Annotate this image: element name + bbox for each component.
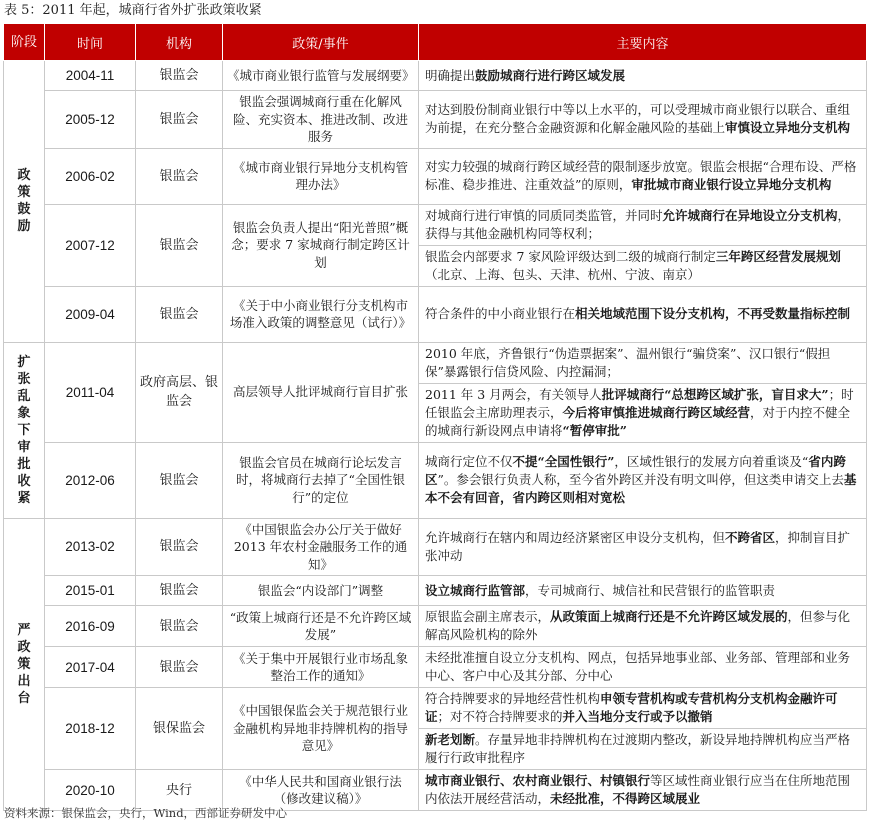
emphasis-text: 基本不会有回音，省内跨区则相对宽松 [425, 472, 857, 505]
content-cell [419, 245, 867, 286]
content-text: ，区域性银行的发展方向着重谈及“ [614, 454, 809, 469]
content-text: ；时任银监会主席助理表示， [425, 386, 854, 420]
content-cell [419, 729, 867, 770]
content-text: ，获得与其他金融机构同等权利； [425, 207, 851, 241]
content-text: 明确提出 [425, 67, 476, 83]
time-cell: 2017-04 [45, 647, 136, 688]
emphasis-text: 申领专营机构或专营机构分支机构金融许可证 [425, 691, 838, 724]
content-text: 对达到股份制商业银行中等以上水平的，可以受理城市商业银行以联合、重组为前提，在充分整合金融资源和化解金融风险的基础上 [425, 102, 851, 136]
emphasis-text: 不提“全国性银行” [512, 454, 615, 469]
policy-cell: 高层领导人批评城商行盲目扩张 [223, 342, 419, 442]
time-cell: 2013-02 [45, 518, 136, 576]
emphasis-text: 审批城市商业银行设立异地分支机构 [631, 177, 832, 192]
org-cell: 政府高层、银监会 [136, 342, 223, 442]
org-cell: 银监会 [136, 647, 223, 688]
table-row [4, 91, 867, 149]
policy-cell: 《城市商业银行监管与发展纲要》 [223, 61, 419, 91]
header-content: 主要内容 [419, 24, 867, 61]
policy-cell: 《中国银监会办公厅关于做好 2013 年农村金融服务工作的通知》 [223, 518, 419, 576]
content-cell [419, 61, 867, 91]
content-text: 2010 年底，齐鲁银行“伪造票据案”、温州银行“骗贷案”、汉口银行“假担保”暴露银行信贷风险、内控漏洞； [425, 345, 831, 379]
emphasis-text: 三年跨区经营发展规划 [715, 248, 841, 264]
org-cell: 银保监会 [136, 688, 223, 770]
source-note: 资料来源：银保监会，央行，Wind，西部证券研发中心 [4, 806, 288, 820]
emphasis-text: 从政策面上城商行还是不允许跨区域发展的 [550, 609, 788, 624]
policy-cell: 《中华人民共和国商业银行法（修改建议稿）》 [223, 770, 419, 811]
content-text: ，专司城商行、城信社和民营银行的监管职责 [525, 582, 776, 598]
policy-cell: 《城市商业银行异地分支机构管理办法》 [223, 148, 419, 204]
stage-cell-encourage [4, 61, 45, 343]
content-text: ，抑制盲目扩张冲动 [425, 529, 851, 563]
content-text: ，但参与化解高风险机构的除外 [425, 609, 851, 642]
policy-cell: 银监会官员在城商行论坛发言时，将城商行去掉了“全国性银行”的定位 [223, 442, 419, 518]
emphasis-text: “暂停审批” [562, 422, 627, 438]
content-text: 。存量异地非持牌机构在过渡期内整改，新设异地持牌机构应当严格履行行政审批程序 [425, 732, 851, 765]
table-row [4, 518, 867, 576]
emphasis-text: 审慎设立异地分支机构 [725, 120, 851, 136]
content-text: （北京、上海、包头、天津、杭州、宁波、南京） [425, 266, 701, 282]
org-cell: 银监会 [136, 91, 223, 149]
content-text: 等区域性商业银行应当在住所地范围内依法开展经营活动， [425, 773, 851, 806]
org-cell: 银监会 [136, 204, 223, 286]
stage-label: 扩 张 乱 象 下 审 批 收 紧 [17, 354, 31, 506]
content-cell [419, 383, 867, 442]
content-cell [419, 286, 867, 342]
org-cell: 银监会 [136, 148, 223, 204]
stage-cell-tighten [4, 342, 45, 518]
table-header-row [4, 24, 867, 61]
table-row [4, 204, 867, 245]
content-text: ，对于内控不健全的城商行新设网点申请将 [425, 404, 851, 438]
content-cell [419, 342, 867, 383]
header-stage: 阶段 [4, 24, 45, 61]
table-row [4, 61, 867, 91]
emphasis-text: 今后将审慎推进城商行跨区域经营 [562, 404, 751, 420]
policy-cell: “政策上城商行还是不允许跨区域发展” [223, 606, 419, 647]
emphasis-text: 未经批准，不得跨区域展业 [550, 791, 701, 806]
header-org: 机构 [136, 24, 223, 61]
content-text: 原银监会副主席表示， [425, 609, 551, 624]
table-row [4, 576, 867, 606]
time-cell: 2005-12 [45, 91, 136, 149]
org-cell: 银监会 [136, 442, 223, 518]
policy-cell: 银监会强调城商行重在化解风险、充实资本、推进改制、改进服务 [223, 91, 419, 149]
content-cell [419, 770, 867, 811]
policy-cell: 银监会负责人提出“阳光普照”概念；要求 7 家城商行制定跨区计划 [223, 204, 419, 286]
stage-label: 严 政 策 出 台 [17, 622, 31, 706]
table-row [4, 606, 867, 647]
content-cell [419, 204, 867, 245]
content-text: 允许城商行在辖内和周边经济紧密区申设分支机构，但 [425, 529, 726, 545]
org-cell: 银监会 [136, 518, 223, 576]
table-row [4, 148, 867, 204]
stage-label: 政 策 鼓 励 [17, 168, 31, 235]
policy-cell: 《中国银保监会关于规范银行业金融机构异地非持牌机构的指导意见》 [223, 688, 419, 770]
table-row [4, 342, 867, 383]
policy-cell: 《关于中小商业银行分支机构市场准入政策的调整意见（试行）》 [223, 286, 419, 342]
org-cell: 银监会 [136, 576, 223, 606]
time-cell: 2004-11 [45, 61, 136, 91]
stage-cell-strict [4, 518, 45, 811]
time-cell: 2009-04 [45, 286, 136, 342]
content-text: ”。参会银行负责人称，至今省外跨区并没有明文叫停，但这类申请交上去 [437, 472, 844, 487]
emphasis-text: 新老划断 [425, 732, 476, 747]
content-text: 银监会内部要求 7 家风险评级达到二级的城商行制定 [425, 248, 716, 264]
table-row [4, 688, 867, 729]
org-cell: 银监会 [136, 286, 223, 342]
emphasis-text: 允许城商行在异地设立分支机构 [662, 207, 838, 223]
emphasis-text: 省内跨区 [425, 454, 846, 487]
org-cell: 银监会 [136, 61, 223, 91]
time-cell: 2016-09 [45, 606, 136, 647]
time-cell: 2018-12 [45, 688, 136, 770]
policy-cell: 《关于集中开展银行业市场乱象整治工作的通知》 [223, 647, 419, 688]
header-policy: 政策/事件 [223, 24, 419, 61]
content-cell [419, 606, 867, 647]
emphasis-text: 并入当地分支行或予以撤销 [562, 709, 713, 724]
emphasis-text: 相关地域范围下设分支机构，不再受数量指标控制 [575, 306, 851, 321]
policy-table [3, 23, 867, 811]
emphasis-text: 城市商业银行、农村商业银行、村镇银行 [425, 773, 651, 788]
content-text: 符合条件的中小商业银行在 [425, 306, 576, 321]
table-row [4, 442, 867, 518]
content-cell [419, 647, 867, 688]
content-cell [419, 148, 867, 204]
emphasis-text: 鼓励城商行进行跨区域发展 [475, 67, 626, 83]
content-cell [419, 688, 867, 729]
content-cell [419, 518, 867, 576]
time-cell: 2007-12 [45, 204, 136, 286]
content-text: 对实力较强的城商行跨区域经营的限制逐步放宽。银监会根据“合理布设、严格标准、稳步推进、注重效益”的原则， [425, 159, 857, 192]
org-cell: 央行 [136, 770, 223, 811]
content-cell [419, 576, 867, 606]
emphasis-text: 设立城商行监管部 [425, 582, 526, 598]
emphasis-text: 不跨省区 [725, 529, 776, 545]
time-cell: 2012-06 [45, 442, 136, 518]
content-text: 对城商行进行审慎的同质同类监管，并同时 [425, 207, 663, 223]
content-text: 城商行定位不仅 [425, 454, 513, 469]
time-cell: 2006-02 [45, 148, 136, 204]
content-cell [419, 442, 867, 518]
time-cell: 2020-10 [45, 770, 136, 811]
time-cell: 2015-01 [45, 576, 136, 606]
content-cell [419, 91, 867, 149]
header-time: 时间 [45, 24, 136, 61]
content-text: ；对不符合持牌要求的 [437, 709, 563, 724]
time-cell: 2011-04 [45, 342, 136, 442]
table-title: 表 5：2011 年起，城商行省外扩张政策收紧 [4, 3, 262, 18]
content-text: 符合持牌要求的异地经营性机构 [425, 691, 601, 706]
policy-cell: 银监会“内设部门”调整 [223, 576, 419, 606]
org-cell: 银监会 [136, 606, 223, 647]
emphasis-text: 批评城商行“总想跨区域扩张，盲目求大” [601, 386, 829, 402]
table-row [4, 286, 867, 342]
content-text: 2011 年 3 月两会，有关领导人 [425, 386, 602, 402]
table-row [4, 647, 867, 688]
content-text: 未经批准擅自设立分支机构、网点，包括异地事业部、业务部、管理部和业务中心、客户中心及其分部、分中心 [425, 650, 851, 683]
